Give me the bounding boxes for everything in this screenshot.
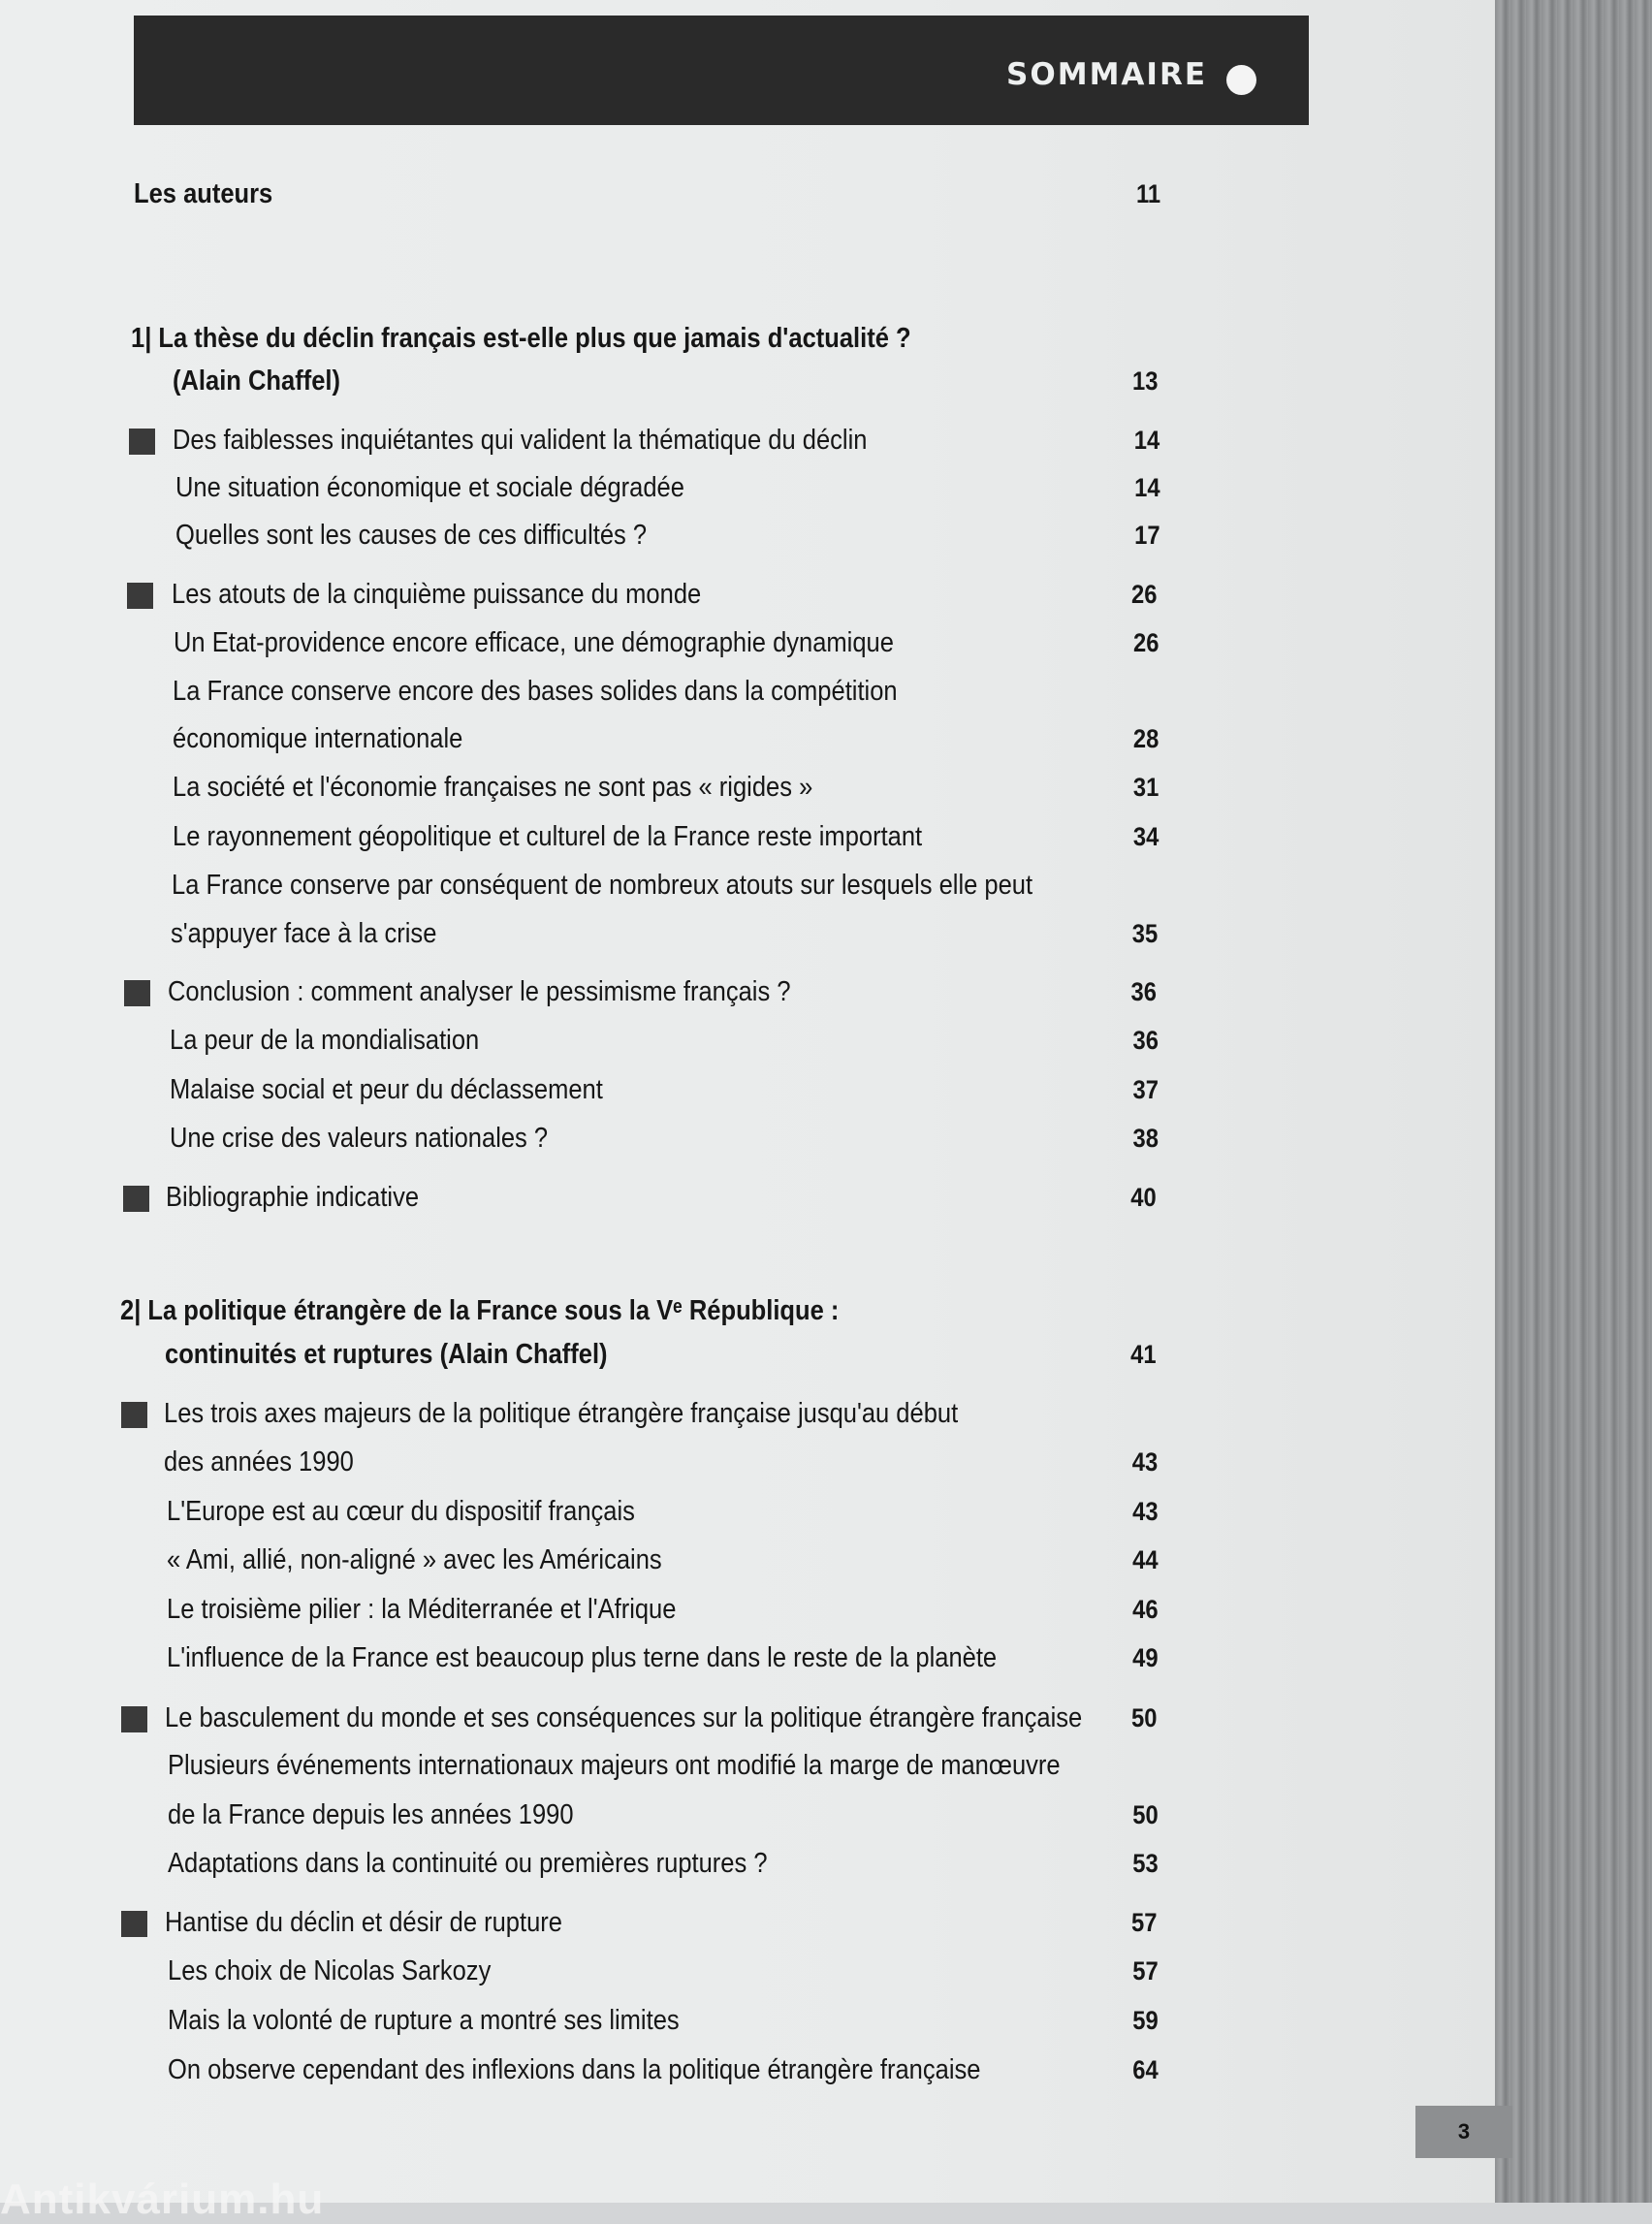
toc-subsection — [168, 1792, 1170, 1838]
toc-entry-text: Le rayonnement géopolitique et culturel de la France reste important — [173, 820, 923, 852]
toc-entry-text: 2| La politique étrangère de la France sous la Vᵉ République : — [120, 1294, 840, 1326]
toc-entry-page: 36 — [1132, 1025, 1159, 1055]
toc-entry-page: 14 — [1134, 472, 1160, 502]
toc-entry-page: 17 — [1134, 520, 1160, 550]
toc-entry-text: Les auteurs — [134, 177, 273, 209]
toc-subsection — [173, 668, 1171, 715]
page-edge-shadow — [1495, 0, 1652, 2203]
toc-entry-page: 43 — [1131, 1446, 1159, 1477]
section-marker-icon — [129, 429, 155, 455]
toc-entry-text: Malaise social et peur du déclassement — [170, 1073, 603, 1105]
toc-entry-text: Bibliographie indicative — [166, 1181, 420, 1213]
toc-entry-page: 57 — [1132, 1955, 1159, 1986]
header-title: SOMMAIRE — [1006, 57, 1207, 92]
toc-entry-text: Plusieurs événements internationaux majeurs ont modifié la marge de manœuvre — [168, 1749, 1061, 1781]
toc-section — [165, 1695, 1170, 1741]
toc-entry-text: Conclusion : comment analyser le pessimisme français ? — [168, 975, 791, 1007]
toc-entry-page: 41 — [1130, 1339, 1157, 1369]
toc-entry-page: 13 — [1132, 365, 1159, 396]
toc-entry-page: 46 — [1132, 1594, 1159, 1624]
toc-entry-text: des années 1990 — [164, 1446, 354, 1477]
toc-entry-page: 26 — [1133, 627, 1160, 657]
toc-entry-text: L'Europe est au cœur du dispositif français — [167, 1495, 635, 1527]
toc-entry-text: Quelles sont les causes de ces difficultés ? — [175, 519, 648, 551]
toc-entry-text: On observe cependant des inflexions dans la politique étrangère française — [168, 2053, 981, 2085]
toc-entry-text: de la France depuis les années 1990 — [168, 1798, 574, 1830]
toc-subsection — [173, 813, 1171, 860]
toc-entry-page: 59 — [1132, 2005, 1159, 2035]
toc-entry-page: 35 — [1131, 918, 1159, 948]
toc-subsection — [168, 1840, 1170, 1887]
toc-subsection — [170, 1066, 1170, 1113]
toc-subsection — [173, 715, 1171, 762]
toc-entry-page: 14 — [1133, 425, 1160, 455]
watermark-text: Antikvárium.hu — [0, 2176, 325, 2223]
toc-entry-page: 44 — [1132, 1544, 1159, 1574]
toc-subsection — [171, 910, 1170, 957]
toc-subsection — [174, 620, 1171, 666]
toc-entry-text: économique internationale — [173, 722, 463, 754]
section-marker-icon — [121, 1402, 147, 1428]
toc-entry-text: Une crise des valeurs nationales ? — [170, 1122, 549, 1154]
toc-subsection — [170, 1017, 1170, 1064]
toc-subsection — [172, 862, 1170, 908]
section-marker-icon — [127, 583, 153, 609]
toc-entry-text: Adaptations dans la continuité ou premières ruptures ? — [168, 1847, 768, 1879]
toc-subsection — [168, 2047, 1170, 2093]
toc-entry-text: La société et l'économie françaises ne sont pas « rigides » — [173, 771, 813, 803]
toc-entry-page: 11 — [1136, 178, 1161, 208]
toc-subsection — [167, 1635, 1170, 1681]
toc-entry-page: 37 — [1132, 1074, 1159, 1104]
toc-entry-text: « Ami, allié, non-aligné » avec les Américains — [167, 1543, 662, 1575]
toc-chapter-heading — [173, 358, 1171, 404]
toc-subsection — [170, 1115, 1170, 1161]
toc-subsection — [167, 1537, 1170, 1583]
toc-section — [168, 969, 1170, 1015]
toc-entry-text: La France conserve par conséquent de nombreux atouts sur lesquels elle peut — [172, 869, 1033, 901]
toc-subsection — [175, 512, 1171, 558]
toc-subsection — [168, 1997, 1170, 2044]
section-marker-icon — [124, 980, 150, 1006]
toc-entry-page: 40 — [1130, 1182, 1157, 1212]
toc-entry-text: Hantise du déclin et désir de rupture — [165, 1906, 562, 1938]
toc-chapter-heading — [120, 1287, 1164, 1334]
toc-entry-text: Des faiblesses inquiétantes qui valident la thématique du déclin — [173, 424, 868, 456]
toc-entry-text: 1| La thèse du déclin français est-elle plus que jamais d'actualité ? — [131, 322, 911, 354]
toc-subsection — [173, 764, 1171, 810]
toc-entry-page: 38 — [1132, 1123, 1159, 1153]
toc-section — [166, 1174, 1170, 1221]
section-marker-icon — [121, 1706, 147, 1732]
toc-entry-text: Mais la volonté de rupture a montré ses limites — [168, 2004, 680, 2036]
toc-section — [164, 1390, 1170, 1437]
toc-entry-page: 31 — [1132, 772, 1160, 802]
toc-entry-text: La peur de la mondialisation — [170, 1024, 480, 1056]
toc-entry-page: 49 — [1132, 1642, 1159, 1672]
toc-entry-page: 26 — [1131, 579, 1158, 609]
toc-entry-text: (Alain Chaffel) — [173, 365, 340, 397]
toc-entry-text: La France conserve encore des bases solides dans la compétition — [173, 675, 898, 707]
toc-entry-page: 28 — [1132, 723, 1160, 753]
header-dot-icon — [1226, 65, 1256, 95]
toc-section — [173, 417, 1171, 463]
toc-entry-page: 53 — [1132, 1848, 1159, 1878]
toc-entry-page: 57 — [1131, 1907, 1158, 1937]
header-bar — [134, 16, 1309, 125]
toc-entry-text: continuités et ruptures (Alain Chaffel) — [165, 1338, 608, 1370]
toc-subsection — [168, 1948, 1170, 1994]
toc-entry-text: Les choix de Nicolas Sarkozy — [168, 1954, 492, 1986]
toc-entry-text: Les atouts de la cinquième puissance du monde — [172, 578, 702, 610]
toc-chapter-heading — [165, 1331, 1170, 1378]
toc-entry-page: 50 — [1131, 1702, 1158, 1732]
toc-entry-text: Un Etat-providence encore efficace, une démographie dynamique — [174, 626, 894, 658]
toc-subsection — [167, 1586, 1170, 1633]
toc-section — [164, 1439, 1170, 1485]
toc-subsection — [175, 464, 1171, 511]
section-marker-icon — [121, 1911, 147, 1937]
toc-entry-text: Le troisième pilier : la Méditerranée et l'Afrique — [167, 1593, 677, 1625]
toc-entry-text: Le basculement du monde et ses conséquences sur la politique étrangère française — [165, 1701, 1083, 1733]
toc-entry-page: 34 — [1132, 821, 1160, 851]
toc-entry — [134, 171, 1168, 217]
toc-chapter-heading — [131, 315, 1170, 362]
toc-entry-text: Une situation économique et sociale dégradée — [175, 471, 684, 503]
section-marker-icon — [123, 1186, 149, 1212]
toc-entry-text: L'influence de la France est beaucoup plus terne dans le reste de la planète — [167, 1641, 998, 1673]
toc-entry-page: 36 — [1130, 976, 1157, 1006]
page-number: 3 — [1415, 2106, 1512, 2158]
toc-subsection — [168, 1742, 1170, 1789]
toc-entry-text: Les trois axes majeurs de la politique étrangère française jusqu'au début — [164, 1397, 959, 1429]
toc-subsection — [167, 1488, 1170, 1535]
toc-entry-text: s'appuyer face à la crise — [171, 917, 437, 949]
toc-entry-page: 64 — [1132, 2054, 1159, 2084]
toc-section — [165, 1899, 1170, 1946]
toc-entry-page: 43 — [1132, 1496, 1159, 1526]
toc-entry-page: 50 — [1132, 1799, 1159, 1829]
toc-section — [172, 571, 1170, 618]
